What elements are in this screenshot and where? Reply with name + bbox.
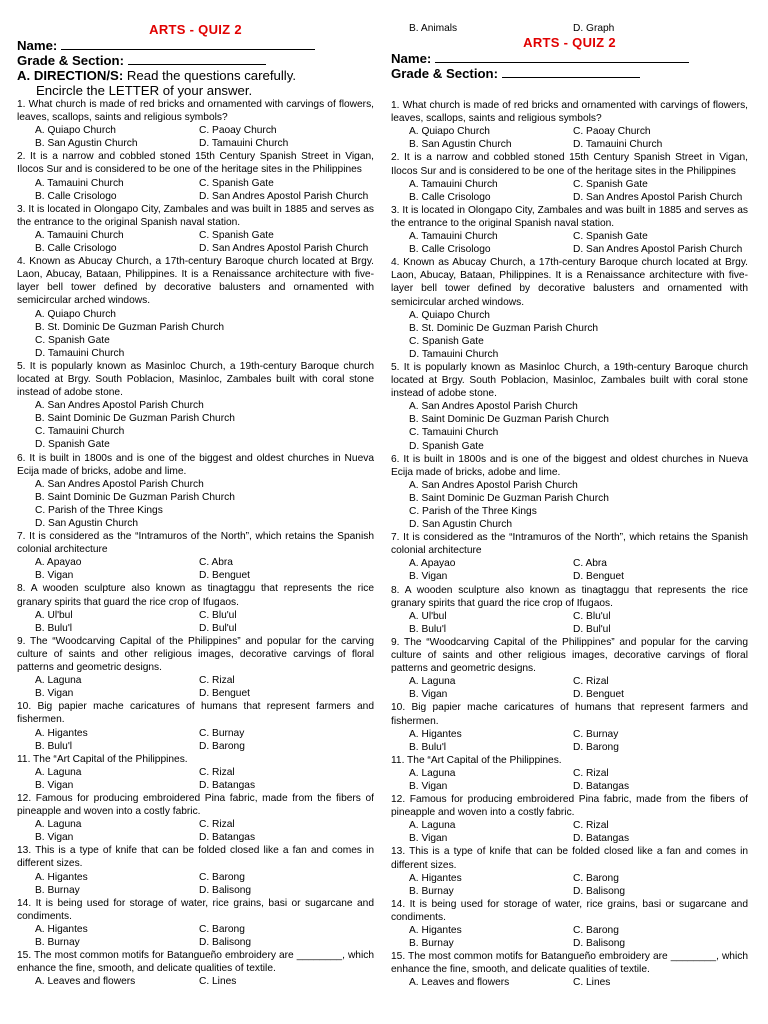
answer-option[interactable]: B. Bulu'l xyxy=(409,623,447,635)
answer-option[interactable]: B. Vigan xyxy=(35,570,74,582)
question-4 xyxy=(391,256,748,361)
grade-section-line xyxy=(17,53,374,68)
answer-option[interactable]: A. Tamauini Church xyxy=(409,178,498,190)
answer-options xyxy=(391,610,748,636)
answer-options xyxy=(17,674,374,700)
carry-over-options xyxy=(391,22,748,35)
question-13 xyxy=(17,844,374,896)
answer-option[interactable]: C. Lines xyxy=(573,977,611,989)
answer-option[interactable]: C. Blu'ul xyxy=(199,609,237,621)
answer-option[interactable]: A. Quiapo Church xyxy=(35,308,116,320)
question-11 xyxy=(17,753,374,792)
grade-label: Grade & Section: xyxy=(391,66,498,82)
answer-option[interactable]: A. Ul'bul xyxy=(35,609,73,621)
answer-options xyxy=(391,178,748,204)
answer-option[interactable]: D. Balisong xyxy=(573,938,626,950)
answer-option[interactable]: D. Batangas xyxy=(199,832,256,844)
grade-label: Grade & Section: xyxy=(17,53,124,68)
question-text: 12. Famous for producing embroidered Pina fabric, made from the fibers of pineapple and woven into a costly fabric. xyxy=(391,794,748,819)
question-13 xyxy=(391,845,748,897)
answer-option[interactable]: D. San Agustin Church xyxy=(35,518,139,529)
answer-options xyxy=(391,675,748,701)
answer-options xyxy=(17,975,374,988)
question-9 xyxy=(17,635,374,700)
answer-option[interactable]: A. Quiapo Church xyxy=(409,309,490,321)
question-list xyxy=(17,98,374,988)
answer-option[interactable]: C. Parish of the Three Kings xyxy=(35,504,163,516)
question-7 xyxy=(391,531,748,583)
answer-option[interactable]: A. Laguna xyxy=(35,819,82,831)
answer-option[interactable]: B. Burnay xyxy=(409,885,454,897)
answer-option[interactable]: A. Higantes xyxy=(35,923,88,935)
answer-option[interactable]: B. Bulu'l xyxy=(409,741,447,753)
answer-option[interactable]: D. Tamauini Church xyxy=(199,138,289,150)
question-9 xyxy=(391,636,748,701)
directions xyxy=(17,68,374,98)
question-11 xyxy=(391,754,748,793)
question-text: 14. It is being used for storage of water, rice grains, basi or sugarcane and condiments. xyxy=(17,897,374,922)
answer-options xyxy=(391,976,748,989)
answer-option[interactable]: A. Quiapo Church xyxy=(409,126,490,138)
answer-option[interactable]: D. San Andres Apostol Parish Church xyxy=(573,191,743,203)
answer-option[interactable]: C. Barong xyxy=(199,923,245,935)
question-12 xyxy=(391,793,748,845)
answer-options xyxy=(17,609,374,635)
question-8 xyxy=(17,582,374,634)
question-text: 6. It is built in 1800s and is one of the biggest and oldest churches in Nueva Ecija made of bricks, adobe and lime. xyxy=(391,453,748,478)
answer-option[interactable]: D. Balisong xyxy=(199,937,252,948)
question-text: 14. It is being used for storage of water, rice grains, basi or sugarcane and condiments. xyxy=(391,898,748,923)
question-12 xyxy=(17,792,374,844)
question-10 xyxy=(17,700,374,752)
answer-option[interactable]: D. Spanish Gate xyxy=(35,439,110,451)
answer-option[interactable]: B. Calle Crisologo xyxy=(409,244,491,256)
question-text: 11. The “Art Capital of the Philippines. xyxy=(17,753,188,765)
answer-option[interactable]: A. Ul'bul xyxy=(409,610,447,622)
question-text: 5. It is popularly known as Masinloc Church, a 19th-century Baroque church located at Brgy. South Poblacion, Masinloc, Zambales built with coral stone instead of adobe stone. xyxy=(391,361,748,400)
answer-option[interactable]: C. Rizal xyxy=(573,767,609,779)
question-5 xyxy=(391,361,748,453)
answer-option[interactable]: C. Parish of the Three Kings xyxy=(409,506,537,517)
question-text: 11. The “Art Capital of the Philippines. xyxy=(391,754,562,766)
quiz-title: ARTS - QUIZ 2 xyxy=(149,22,242,37)
answer-options xyxy=(391,309,748,361)
answer-options xyxy=(17,871,374,897)
answer-option[interactable]: D. Benguet xyxy=(199,570,250,582)
answer-options xyxy=(17,556,374,582)
answer-option[interactable]: D. Balisong xyxy=(199,884,252,896)
answer-option[interactable]: A. Higantes xyxy=(409,925,462,936)
answer-option[interactable]: D. Batangas xyxy=(573,833,630,845)
answer-option[interactable]: C. Spanish Gate xyxy=(409,335,484,347)
answer-option[interactable]: D. San Agustin Church xyxy=(409,519,513,531)
answer-options xyxy=(17,766,374,792)
direction-text: Read the questions carefully. xyxy=(126,68,296,83)
answer-option[interactable]: A. San Andres Apostol Parish Church xyxy=(35,400,204,412)
answer-option[interactable]: A. Leaves and flowers xyxy=(35,976,136,988)
answer-options xyxy=(391,400,748,452)
question-2 xyxy=(391,151,748,203)
answer-option[interactable]: D. Barong xyxy=(573,741,619,753)
question-5 xyxy=(17,360,374,452)
answer-option[interactable]: B. Vigan xyxy=(409,571,448,583)
answer-option[interactable]: D. Bul'ul xyxy=(573,623,611,635)
answer-option[interactable]: B. Vigan xyxy=(409,689,448,701)
answer-options xyxy=(391,767,748,793)
question-7 xyxy=(17,530,374,582)
answer-options xyxy=(17,308,374,360)
question-8 xyxy=(391,584,748,636)
answer-option[interactable]: B. Saint Dominic De Guzman Parish Church xyxy=(35,491,235,503)
answer-options xyxy=(391,872,748,898)
answer-option[interactable]: C. Tamauini Church xyxy=(409,427,499,439)
answer-option[interactable]: A. Laguna xyxy=(409,676,456,688)
answer-option[interactable]: B. Burnay xyxy=(409,938,454,950)
answer-options xyxy=(17,818,374,844)
answer-option[interactable]: B. Bulu'l xyxy=(35,740,73,752)
question-text: 1. What church is made of red bricks and ornamented with carvings of flowers, leaves, scallops, saints and religious symbols? xyxy=(391,100,748,125)
answer-option[interactable]: A. San Andres Apostol Parish Church xyxy=(35,478,204,490)
answer-option[interactable]: C. Burnay xyxy=(199,727,245,739)
answer-option[interactable]: C. Barong xyxy=(573,872,619,884)
answer-options xyxy=(391,819,748,845)
answer-option[interactable]: A. Higantes xyxy=(35,871,88,883)
answer-option[interactable]: C. Abra xyxy=(199,557,233,569)
answer-option[interactable]: A. Laguna xyxy=(35,766,82,778)
answer-option[interactable]: D. Barong xyxy=(199,740,245,752)
answer-option[interactable]: B. Saint Dominic De Guzman Parish Church xyxy=(409,414,609,426)
question-3 xyxy=(17,203,374,255)
answer-option[interactable]: A. San Andres Apostol Parish Church xyxy=(409,401,578,413)
answer-options xyxy=(391,125,748,151)
answer-options xyxy=(391,924,748,950)
name-line xyxy=(17,38,374,53)
answer-option[interactable]: D. San Andres Apostol Parish Church xyxy=(199,243,369,255)
answer-option[interactable]: D. Batangas xyxy=(573,780,630,792)
answer-options xyxy=(17,229,374,255)
answer-option[interactable]: B. Vigan xyxy=(35,688,74,700)
carry-option-b[interactable]: B. Animals xyxy=(409,23,458,34)
answer-option[interactable]: B. Calle Crisologo xyxy=(35,190,117,202)
answer-option[interactable]: C. Abra xyxy=(573,558,607,570)
answer-option[interactable]: A. San Andres Apostol Parish Church xyxy=(409,479,578,491)
answer-option[interactable]: B. San Agustin Church xyxy=(35,138,138,150)
answer-option[interactable]: A. Quiapo Church xyxy=(35,125,116,137)
answer-option[interactable]: C. Rizal xyxy=(199,675,235,687)
answer-option[interactable]: A. Tamauini Church xyxy=(409,231,498,243)
quiz-copy-left xyxy=(17,22,374,988)
answer-option[interactable]: B. Bulu'l xyxy=(35,622,73,634)
answer-option[interactable]: A. Laguna xyxy=(409,820,456,832)
answer-option[interactable]: D. Bul'ul xyxy=(199,622,237,634)
answer-option[interactable]: A. Apayao xyxy=(35,557,82,569)
question-text: 8. A wooden sculpture also known as tinagtaggu that represents the rice granary spirits that guard the rice crop of Ifugaos. xyxy=(17,583,374,608)
answer-option[interactable]: C. Barong xyxy=(573,925,619,936)
question-text: 6. It is built in 1800s and is one of the biggest and oldest churches in Nueva Ecija made of bricks, adobe and lime. xyxy=(17,452,374,477)
answer-option[interactable]: D. Tamauini Church xyxy=(35,347,125,359)
answer-options xyxy=(17,399,374,451)
answer-option[interactable]: C. Spanish Gate xyxy=(35,334,110,346)
answer-option[interactable]: C. Rizal xyxy=(199,766,235,778)
answer-option[interactable]: B. San Agustin Church xyxy=(409,139,512,151)
direction-label: A. DIRECTION/S: xyxy=(17,68,124,83)
answer-option[interactable]: C. Burnay xyxy=(573,728,619,740)
answer-option[interactable]: B. Vigan xyxy=(35,832,74,844)
question-text: 13. This is a type of knife that can be folded closed like a fan and comes in different sizes. xyxy=(391,846,748,871)
question-text: 4. Known as Abucay Church, a 17th-century Baroque church located at Brgy. Laon, Abucay, Bataan, Philippines. It is a Renaissance architecture with five-layer bell tower defined by decorative balusters and ornamented with semicircular arched windows. xyxy=(391,257,748,308)
question-15 xyxy=(391,950,748,989)
answer-option[interactable]: B. St. Dominic De Guzman Parish Church xyxy=(409,322,599,334)
carry-option-d[interactable]: D. Graph xyxy=(573,23,615,34)
question-text: 2. It is a narrow and cobbled stoned 15th Century Spanish Street in Vigan, Ilocos Sur and is considered to be one of the heritage sites in the Philippines xyxy=(17,151,374,176)
answer-option[interactable]: D. Spanish Gate xyxy=(409,440,484,452)
question-14 xyxy=(17,897,374,949)
answer-option[interactable]: C. Rizal xyxy=(573,676,609,688)
grade-blank[interactable] xyxy=(128,53,266,65)
question-6 xyxy=(391,453,748,532)
answer-option[interactable]: D. Batangas xyxy=(199,779,256,791)
answer-option[interactable]: C. Spanish Gate xyxy=(573,231,648,243)
grade-blank[interactable] xyxy=(502,66,640,78)
question-text: 2. It is a narrow and cobbled stoned 15th Century Spanish Street in Vigan, Ilocos Sur and is considered to be one of the heritage sites in the Philippines xyxy=(391,152,748,177)
answer-option[interactable]: C. Blu'ul xyxy=(573,610,611,622)
answer-option[interactable]: C. Paoay Church xyxy=(199,125,277,137)
question-1 xyxy=(17,98,374,150)
answer-options xyxy=(391,557,748,583)
answer-option[interactable]: B. Vigan xyxy=(409,780,448,792)
answer-option[interactable]: A. Tamauini Church xyxy=(35,177,124,189)
question-text: 12. Famous for producing embroidered Pina fabric, made from the fibers of pineapple and woven into a costly fabric. xyxy=(17,792,374,818)
question-text: 13. This is a type of knife that can be folded closed like a fan and comes in different sizes. xyxy=(17,845,374,870)
question-15 xyxy=(17,949,374,988)
answer-options xyxy=(17,124,374,150)
answer-options xyxy=(391,230,748,256)
question-text: 9. The “Woodcarving Capital of the Philippines” and popular for the carving culture of saints and other religious images, decorative carvings of floral patterns and geometric designs. xyxy=(391,636,748,675)
question-2 xyxy=(17,150,374,202)
answer-option[interactable]: D. Tamauini Church xyxy=(573,139,663,151)
answer-option[interactable]: D. San Andres Apostol Parish Church xyxy=(199,190,369,202)
answer-option[interactable]: B. Saint Dominic De Guzman Parish Church xyxy=(35,413,235,425)
direction-text-2: Encircle the LETTER of your answer. xyxy=(36,83,253,98)
answer-option[interactable]: B. Vigan xyxy=(409,833,448,845)
question-text: 7. It is considered as the “Intramuros of the North”, which retains the Spanish colonial architecture xyxy=(391,532,748,557)
question-14 xyxy=(391,898,748,950)
question-text: 4. Known as Abucay Church, a 17th-century Baroque church located at Brgy. Laon, Abucay, Bataan, Philippines. It is a Renaissance architecture with five-layer bell tower defined by decorative balusters and ornamented with semicircular arched windows. xyxy=(17,256,374,307)
question-10 xyxy=(391,701,748,753)
answer-option[interactable]: C. Rizal xyxy=(199,819,235,831)
name-line xyxy=(391,51,748,66)
answer-option[interactable]: B. Vigan xyxy=(35,779,74,791)
answer-option[interactable]: C. Lines xyxy=(199,976,237,988)
answer-option[interactable]: C. Spanish Gate xyxy=(573,178,648,190)
question-text: 3. It is located in Olongapo City, Zambales and was built in 1885 and serves as the entrance to the original Spanish naval station. xyxy=(17,203,374,228)
question-text: 10. Big papier mache caricatures of humans that represent farmers and fishermen. xyxy=(391,702,748,727)
question-1 xyxy=(391,99,748,151)
answer-option[interactable]: A. Higantes xyxy=(409,872,462,884)
answer-options xyxy=(17,923,374,949)
answer-option[interactable]: B. Calle Crisologo xyxy=(409,191,491,203)
question-text: 15. The most common motifs for Batangueño embroidery are ________, which enhance the fine, smooth, and delicate qualities of textile. xyxy=(391,951,748,976)
name-label: Name: xyxy=(391,51,432,67)
answer-option[interactable]: D. Benguet xyxy=(573,689,624,701)
answer-option[interactable]: A. Laguna xyxy=(409,767,456,779)
answer-option[interactable]: C. Paoay Church xyxy=(573,126,651,138)
answer-option[interactable]: B. Burnay xyxy=(35,884,80,896)
quiz-title: ARTS - QUIZ 2 xyxy=(523,35,616,51)
answer-option[interactable]: B. Saint Dominic De Guzman Parish Church xyxy=(409,492,609,504)
name-blank[interactable] xyxy=(61,38,315,50)
answer-option[interactable]: D. Benguet xyxy=(573,571,624,583)
answer-option[interactable]: D. Balisong xyxy=(573,885,626,897)
question-3 xyxy=(391,204,748,256)
answer-option[interactable]: D. Tamauini Church xyxy=(409,348,499,360)
question-text: 5. It is popularly known as Masinloc Church, a 19th-century Baroque church located at Brgy. South Poblacion, Masinloc, Zambales built with coral stone instead of adobe stone. xyxy=(17,360,374,399)
answer-option[interactable]: A. Higantes xyxy=(35,727,88,739)
answer-option[interactable]: B. St. Dominic De Guzman Parish Church xyxy=(35,321,225,333)
answer-options xyxy=(391,728,748,754)
answer-options xyxy=(17,727,374,753)
answer-option[interactable]: B. Burnay xyxy=(35,937,80,948)
answer-option[interactable]: C. Barong xyxy=(199,871,245,883)
answer-option[interactable]: A. Higantes xyxy=(409,728,462,740)
answer-options xyxy=(391,479,748,531)
question-text: 10. Big papier mache caricatures of humans that represent farmers and fishermen. xyxy=(17,701,374,726)
answer-option[interactable]: A. Tamauini Church xyxy=(35,229,124,241)
answer-option[interactable]: D. San Andres Apostol Parish Church xyxy=(573,244,743,256)
question-4 xyxy=(17,255,374,360)
answer-option[interactable]: C. Rizal xyxy=(573,820,609,832)
answer-option[interactable]: C. Spanish Gate xyxy=(199,229,274,241)
answer-option[interactable]: A. Laguna xyxy=(35,675,82,687)
name-label: Name: xyxy=(17,38,58,53)
question-text: 1. What church is made of red bricks and ornamented with carvings of flowers, leaves, scallops, saints and religious symbols? xyxy=(17,99,374,124)
answer-options xyxy=(17,177,374,203)
question-list xyxy=(391,99,748,989)
question-text: 9. The “Woodcarving Capital of the Philippines” and popular for the carving culture of saints and other religious images, decorative carvings of floral patterns and geometric designs. xyxy=(17,635,374,674)
question-text: 3. It is located in Olongapo City, Zambales and was built in 1885 and serves as the entrance to the original Spanish naval station. xyxy=(391,204,748,229)
question-text: 8. A wooden sculpture also known as tinagtaggu that represents the rice granary spirits that guard the rice crop of Ifugaos. xyxy=(391,584,748,609)
question-text: 15. The most common motifs for Batangueño embroidery are ________, which enhance the fine, smooth, and delicate qualities of textile. xyxy=(17,950,374,975)
name-blank[interactable] xyxy=(435,51,689,63)
grade-section-line xyxy=(391,66,748,81)
answer-option[interactable]: A. Apayao xyxy=(409,558,456,570)
answer-option[interactable]: A. Leaves and flowers xyxy=(409,977,510,989)
answer-option[interactable]: C. Spanish Gate xyxy=(199,177,274,189)
question-text: 7. It is considered as the “Intramuros of the North”, which retains the Spanish colonial architecture xyxy=(17,531,374,556)
answer-options xyxy=(17,478,374,530)
answer-option[interactable]: D. Benguet xyxy=(199,688,250,700)
quiz-copy-right xyxy=(391,22,748,989)
question-6 xyxy=(17,452,374,531)
answer-option[interactable]: B. Calle Crisologo xyxy=(35,243,117,255)
answer-option[interactable]: C. Tamauini Church xyxy=(35,426,125,438)
